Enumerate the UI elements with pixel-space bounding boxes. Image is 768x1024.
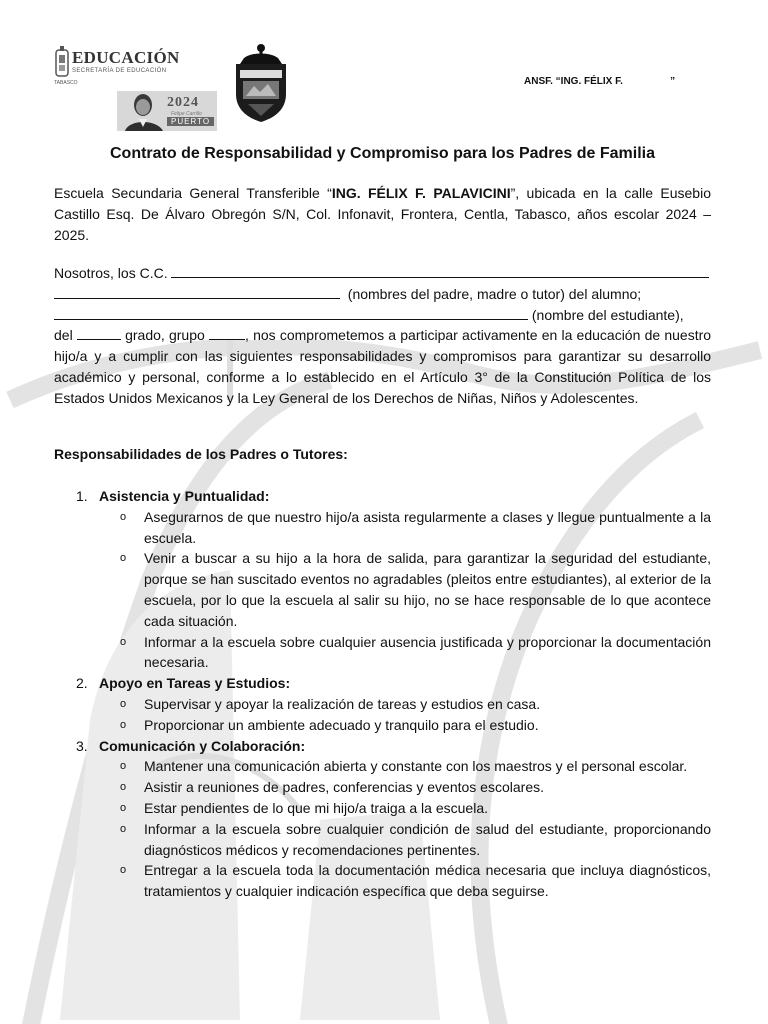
intro-text-end: ”, ubicada en la calle Eusebio Castillo Esq. De Álvaro Obregón S/N, Col. Infonavit, Frontera, Centla, Tabasco, años escolar 2024 – 2025. [54,185,711,243]
logo-sub-text: SECRETARÍA DE EDUCACIÓN [72,68,167,74]
commitment-paragraph [54,263,711,409]
list-item-text: Mantener una comunicación abierta y constante con los maestros y el personal escolar. [144,758,688,775]
section-heading [54,486,711,507]
list-item [54,507,711,549]
group-field[interactable] [209,325,245,340]
responsibilities-list [54,486,711,902]
nosotros-label: Nosotros, los C.C. [54,265,168,281]
list-item [54,819,711,861]
list-item [54,798,711,819]
bullet-icon: o [120,822,127,835]
student-line [54,305,711,326]
educacion-logo [54,46,180,88]
list-item-text: Proporcionar un ambiente adecuado y tranquilo para el estudio. [144,716,539,733]
logo-year-text: 2024 [167,95,199,110]
list-item-text: Informar a la escuela sobre cualquier ausencia justificada y proporcionar la documentación necesaria. [144,633,711,671]
parents-name-field-2[interactable] [54,284,340,299]
grade-field[interactable] [77,325,121,340]
list-item [54,632,711,674]
parents-line-1 [54,263,711,284]
seal-icon [54,46,70,80]
section-title: Comunicación y Colaboración: [99,737,306,754]
bullet-icon: o [120,760,127,773]
section-heading [54,736,711,757]
commitment-text: , nos comprometemos a participar activamente en la educación de nuestro hijo/a y a cumplir con las siguientes responsabilidades y compromisos para garantizar su desarrollo académico y personal, conforme a lo establecido en el Artículo 3° de la Constitución Política de los Estados Unidos Mexicanos y la Ley General de los Derechos de Niñas, Niños y Adolescentes. [54,327,712,406]
bullet-icon: o [120,801,127,814]
list-item [54,860,711,902]
bullet-icon: o [120,510,127,523]
section-number: 3. [76,737,88,754]
responsibilities-heading: Responsabilidades de los Padres o Tutores: [54,446,348,462]
section-title: Asistencia y Puntualidad: [99,488,270,504]
bullet-icon: o [120,718,127,731]
section-title: Apoyo en Tareas y Estudios: [99,675,291,692]
portrait-icon [119,91,169,131]
intro-text-start: Escuela Secundaria General Transferible “ [54,185,332,201]
section-heading [54,673,711,694]
year-logo [117,91,217,131]
bullet-icon: o [120,697,127,710]
list-item [54,756,711,777]
logo-port-text: PUERTO [167,117,214,126]
bullet-icon: o [120,781,127,794]
list-item [54,777,711,798]
student-name-field[interactable] [54,305,528,320]
list-item [54,694,711,715]
list-item-text: Asistir a reuniones de padres, conferencias y eventos escolares. [144,779,544,796]
student-note: (nombre del estudiante), [531,306,684,323]
bullet-icon: o [120,552,127,565]
document-reference: ANSF. “ING. FÉLIX F. ” [524,76,676,87]
document-title: Contrato de Responsabilidad y Compromiso para los Padres de Familia [109,145,655,162]
list-item [54,715,711,736]
list-item-text: Asegurarnos de que nuestro hijo/a asista regularmente a clases y llegue puntualmente a la escuela. [144,508,711,546]
school-crest-icon [230,44,292,124]
list-item-text: Estar pendientes de lo que mi hijo/a traiga a la escuela. [144,799,488,816]
parents-name-field[interactable] [171,263,709,278]
school-name: ING. FÉLIX F. PALAVICINI [331,185,511,201]
list-item-text: Venir a buscar a su hijo a la hora de salida, para garantizar la seguridad del estudiante, porque se han suscitado eventos no agradables (pleitos entre estudiantes), al exterior de la escuela, por lo que la escuela al salir su hijo, no se hace responsable de lo que acontece cada situación. [144,550,711,629]
grade-group-label: grado, grupo [125,327,205,344]
intro-paragraph [54,183,711,245]
parents-line-2 [54,284,711,305]
bullet-icon: o [120,864,127,877]
bullet-icon: o [120,635,127,648]
list-item-text: Supervisar y apoyar la realización de tareas y estudios en casa. [144,695,541,712]
logo-main-text: EDUCACIÓN [72,48,180,67]
list-item-text: Informar a la escuela sobre cualquier condición de salud del estudiante, proporcionando diagnósticos médicos y recomendaciones pertinentes. [144,820,711,858]
section-number: 1. [76,488,88,504]
parents-note: (nombres del padre, madre o tutor) del alumno; [347,285,642,302]
logo-state-text: TABASCO [54,80,78,86]
list-item-text: Entregar a la escuela toda la documentación médica necesaria que incluya diagnósticos, tratamientos y cualquier indicación específica que deba seguirse. [144,862,711,900]
section-number: 2. [76,675,88,692]
list-item [54,548,711,631]
del-label: del [54,327,73,344]
logo-year-sub-text: Felipe Carrillo [171,111,202,117]
